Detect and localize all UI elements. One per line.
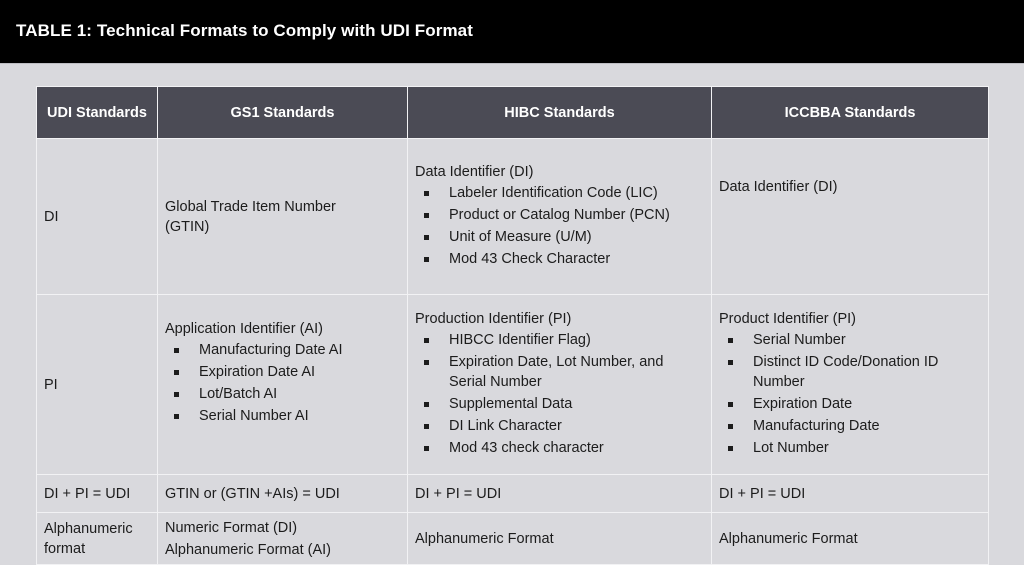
cell-gs1-di xyxy=(158,139,408,295)
list-item-text: Expiration Date AI xyxy=(199,364,316,380)
bullet-icon xyxy=(424,213,429,218)
list-item-text: Product or Catalog Number (PCN) xyxy=(449,207,670,223)
column-header-hibc: HIBC Standards xyxy=(408,87,712,139)
list-item xyxy=(415,394,704,414)
list-heading: Production Identifier (PI) xyxy=(415,311,572,327)
list-heading: Application Identifier (AI) xyxy=(165,321,323,337)
list-item-text: DI Link Character xyxy=(449,418,562,434)
cell-hibc-udi: DI + PI = UDI xyxy=(408,475,712,513)
list-item xyxy=(165,384,400,404)
bullet-icon xyxy=(174,370,179,375)
bullet-icon xyxy=(728,402,733,407)
cell-hibc-format: Alphanumeric Format xyxy=(408,513,712,565)
bullet-icon xyxy=(424,424,429,429)
list-item-text: Unit of Measure (U/M) xyxy=(449,229,592,245)
list-item-text: Mod 43 Check Character xyxy=(449,251,611,267)
bullet-list xyxy=(719,330,981,458)
list-item xyxy=(415,330,704,350)
cell-iccbba-format: Alphanumeric Format xyxy=(712,513,989,565)
bullet-icon xyxy=(174,348,179,353)
bullet-icon xyxy=(424,446,429,451)
cell-gs1-udi: GTIN or (GTIN +AIs) = UDI xyxy=(158,475,408,513)
title-bar xyxy=(0,0,1024,64)
cell-text: Data Identifier (DI) xyxy=(719,179,838,195)
bullet-icon xyxy=(728,424,733,429)
cell-hibc-di xyxy=(408,139,712,295)
bullet-list xyxy=(165,340,400,426)
list-item xyxy=(719,330,981,350)
list-item xyxy=(415,205,704,225)
column-header-gs1: GS1 Standards xyxy=(158,87,408,139)
cell-udi-udi: DI + PI = UDI xyxy=(37,475,158,513)
bullet-list xyxy=(415,183,704,269)
bullet-icon xyxy=(424,338,429,343)
list-item-text: Serial Number xyxy=(753,332,846,348)
list-item-text: HIBCC Identifier Flag) xyxy=(449,332,591,348)
list-item-text: Mod 43 check character xyxy=(449,440,604,456)
list-item xyxy=(719,438,981,458)
column-header-udi: UDI Standards xyxy=(37,87,158,139)
cell-text: (GTIN) xyxy=(165,218,210,235)
bullet-icon xyxy=(728,446,733,451)
table-header-row xyxy=(37,87,989,139)
list-item-text: Lot Number xyxy=(753,440,829,456)
bullet-icon xyxy=(424,402,429,407)
bullet-icon xyxy=(174,392,179,397)
list-item-text: Labeler Identification Code (LIC) xyxy=(449,185,658,201)
cell-gs1-pi xyxy=(158,295,408,475)
cell-iccbba-di xyxy=(712,139,989,295)
bullet-icon xyxy=(174,414,179,419)
list-item-text: Manufacturing Date xyxy=(753,418,880,434)
column-header-iccbba: ICCBBA Standards xyxy=(712,87,989,139)
bullet-icon xyxy=(728,338,733,343)
list-item xyxy=(165,362,400,382)
cell-udi-pi: PI xyxy=(37,295,158,475)
list-item xyxy=(415,227,704,247)
list-item xyxy=(415,183,704,203)
cell-udi-format: Alphanumeric format xyxy=(37,513,158,565)
list-item xyxy=(415,352,704,392)
cell-udi-di: DI xyxy=(37,139,158,295)
cell-text: Alphanumeric Format (AI) xyxy=(165,541,331,558)
list-item-text: Lot/Batch AI xyxy=(199,386,278,402)
list-item xyxy=(415,416,704,436)
cell-hibc-pi xyxy=(408,295,712,475)
table-row-format xyxy=(37,513,989,565)
list-item-text: Supplemental Data xyxy=(449,396,573,412)
cell-text: Numeric Format (DI) xyxy=(165,519,298,536)
bullet-icon xyxy=(424,191,429,196)
list-item xyxy=(719,416,981,436)
list-item-text: Expiration Date, Lot Number, and Serial Number xyxy=(449,354,664,390)
page-title: TABLE 1: Technical Formats to Comply with UDI Format xyxy=(16,21,473,40)
list-item xyxy=(719,394,981,414)
cell-iccbba-pi xyxy=(712,295,989,475)
cell-text: Global Trade Item Number xyxy=(165,198,336,215)
cell-gs1-format xyxy=(158,513,408,565)
list-item xyxy=(165,340,400,360)
table-row-di xyxy=(37,139,989,295)
list-item-text: Expiration Date xyxy=(753,396,853,412)
bullet-icon xyxy=(424,360,429,365)
bullet-icon xyxy=(424,257,429,262)
cell-iccbba-udi: DI + PI = UDI xyxy=(712,475,989,513)
list-heading: Data Identifier (DI) xyxy=(415,164,534,180)
list-heading: Product Identifier (PI) xyxy=(719,311,856,327)
list-item-text: Distinct ID Code/Donation ID Number xyxy=(753,354,939,390)
list-item-text: Serial Number AI xyxy=(199,408,309,424)
list-item xyxy=(165,406,400,426)
bullet-icon xyxy=(728,360,733,365)
bullet-list xyxy=(415,330,704,458)
bullet-icon xyxy=(424,235,429,240)
list-item xyxy=(415,438,704,458)
list-item xyxy=(719,352,981,392)
udi-formats-table xyxy=(36,86,989,565)
list-item xyxy=(415,249,704,269)
list-item-text: Manufacturing Date AI xyxy=(199,342,343,358)
table-row-pi xyxy=(37,295,989,475)
table-row-udi xyxy=(37,475,989,513)
